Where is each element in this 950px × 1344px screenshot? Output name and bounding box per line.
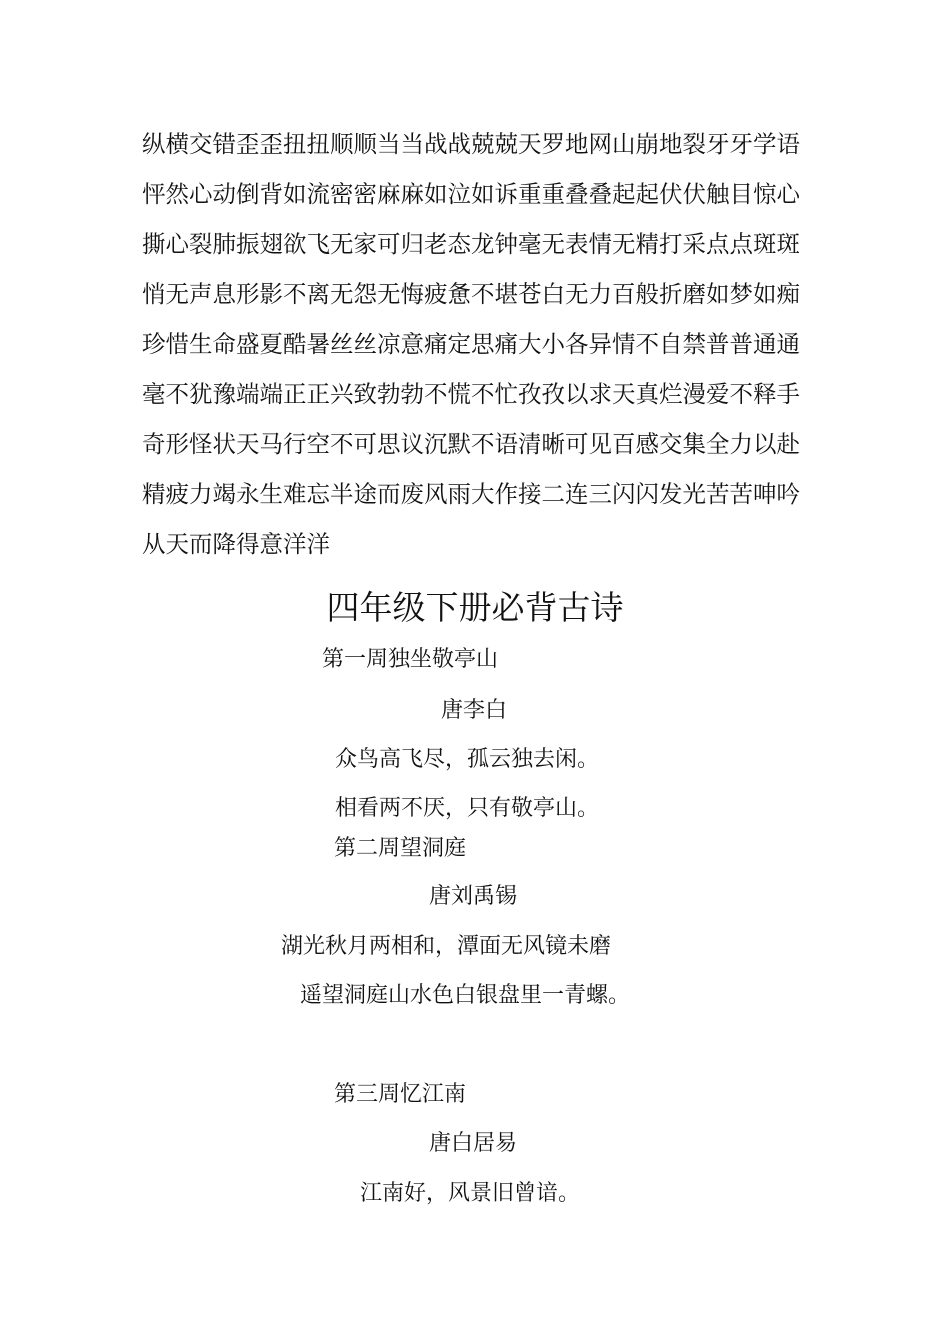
poem-author: 唐白居易: [429, 1131, 518, 1156]
poem-heading: 第一周独坐敬亭山: [322, 647, 499, 672]
section-title: 四年级下册必背古诗: [326, 588, 624, 627]
idiom-line: 精疲力竭永生难忘半途而废风雨大作接二连三闪闪发光苦苦呻吟: [142, 480, 800, 508]
poem-verse: 众鸟高飞尽，孤云独去闲。: [335, 747, 600, 772]
idiom-list: [142, 124, 822, 574]
idiom-line: 怦然心动倒背如流密密麻麻如泣如诉重重叠叠起起伏伏触目惊心: [142, 180, 800, 208]
poem-author: 唐刘禹锡: [429, 884, 518, 909]
poem-heading: 第三周忆江南: [334, 1082, 467, 1107]
poem-verse: 湖光秋月两相和，潭面无风镜未磨: [281, 934, 612, 959]
idiom-line: 从天而降得意洋洋: [142, 530, 330, 558]
idiom-line: 撕心裂肺振翅欲飞无家可归老态龙钟毫无表情无精打采点点斑斑: [142, 230, 800, 258]
idiom-line: 悄无声息形影不离无怨无悔疲惫不堪苍白无力百般折磨如梦如痴: [142, 280, 800, 308]
idiom-line: 毫不犹豫端端正正兴致勃勃不慌不忙孜孜以求天真烂漫爱不释手: [142, 380, 800, 408]
poem-author: 唐李白: [441, 698, 508, 723]
idiom-line: 纵横交错歪歪扭扭顺顺当当战战兢兢天罗地网山崩地裂牙牙学语: [142, 130, 800, 158]
idiom-line: 奇形怪状天马行空不可思议沉默不语清晰可见百感交集全力以赴: [142, 430, 800, 458]
idiom-line: 珍惜生命盛夏酷暑丝丝凉意痛定思痛大小各异情不自禁普普通通: [142, 330, 800, 358]
poem-verse: 相看两不厌，只有敬亭山。: [335, 796, 600, 821]
poem-heading: 第二周望洞庭: [334, 836, 467, 861]
poem-verse: 遥望洞庭山水色白银盘里一青螺。: [300, 983, 631, 1008]
poem-verse: 江南好，风景旧曾谙。: [360, 1181, 581, 1206]
